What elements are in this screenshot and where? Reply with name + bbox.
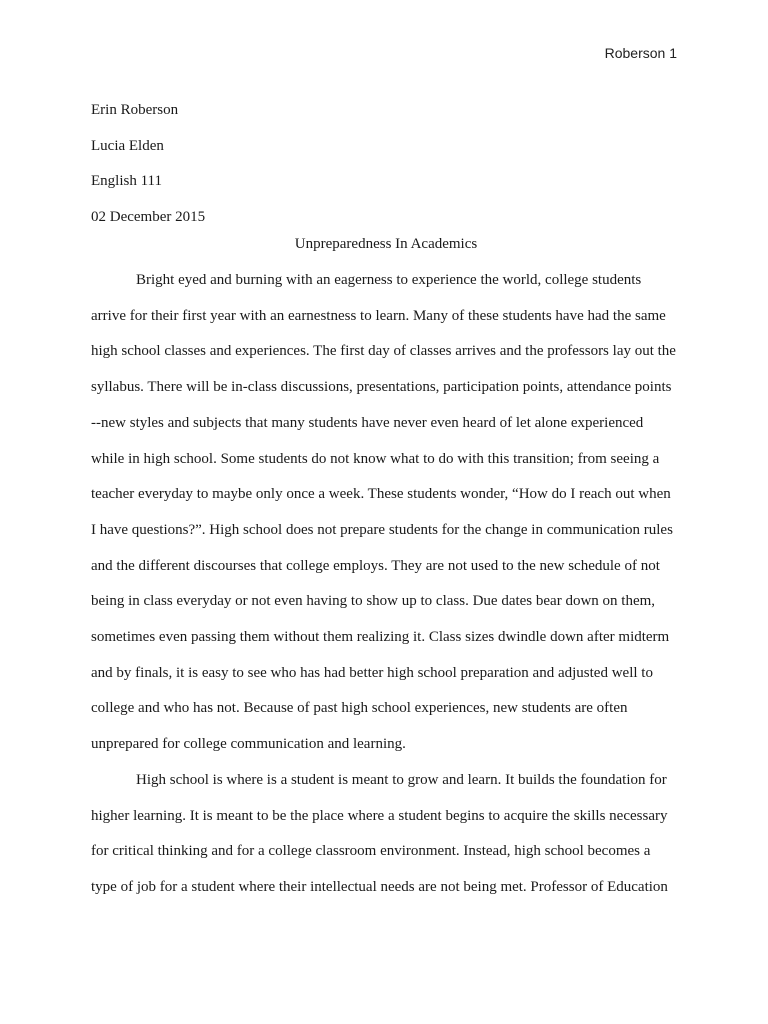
running-head: Roberson 1 [604,45,677,61]
paragraph-2-line: for critical thinking and for a college classroom environment. Instead, high school becomes a [91,843,651,860]
paragraph-1-line: arrive for their first year with an earnestness to learn. Many of these students have had the same [91,307,666,324]
paragraph-1-line: unprepared for college communication and learning. [91,736,406,753]
essay-title: Unpreparedness In Academics [294,236,478,252]
paragraph-1-line: and the different discourses that college employs. They are not used to the new schedule of not [91,557,660,574]
paragraph-1-line: high school classes and experiences. The first day of classes arrives and the professors lay out the [91,343,676,360]
paragraph-2-line: higher learning. It is meant to be the place where a student begins to acquire the skills necessary [91,807,668,824]
paragraph-1-line: sometimes even passing them without them realizing it. Class sizes dwindle down after midterm [91,629,670,646]
paragraph-1-line: while in high school. Some students do not know what to do with this transition; from seeing a [91,450,660,467]
paragraph-1-line: teacher everyday to maybe only once a week. These students wonder, “How do I reach out when [91,486,671,503]
course-name: English 111 [91,173,162,190]
paragraph-1-line: and by finals, it is easy to see who has had better high school preparation and adjusted well to [91,664,653,681]
instructor-name: Lucia Elden [91,137,164,154]
paragraph-1-line: college and who has not. Because of past high school experiences, new students are often [91,700,628,717]
mla-heading [91,93,681,236]
essay-date: 02 December 2015 [91,209,206,226]
paragraph-1-line: --new styles and subjects that many students have never even heard of let alone experienced [91,414,644,431]
paragraph-2-line: type of job for a student where their intellectual needs are not being met. Professor of Education [91,878,668,895]
paragraph-1-line: syllabus. There will be in-class discussions, presentations, participation points, attendance points [91,379,672,396]
author-name: Erin Roberson [91,102,179,118]
paragraph-2-line: High school is where is a student is meant to grow and learn. It builds the foundation for [136,771,667,788]
paragraph-1-line: being in class everyday or not even having to show up to class. Due dates bear down on them, [91,593,656,610]
paragraph-1-line: I have questions?”. High school does not prepare students for the change in communication rules [91,521,673,538]
paragraph-1-line: Bright eyed and burning with an eagerness to experience the world, college students [136,272,642,288]
essay-body [91,263,681,906]
